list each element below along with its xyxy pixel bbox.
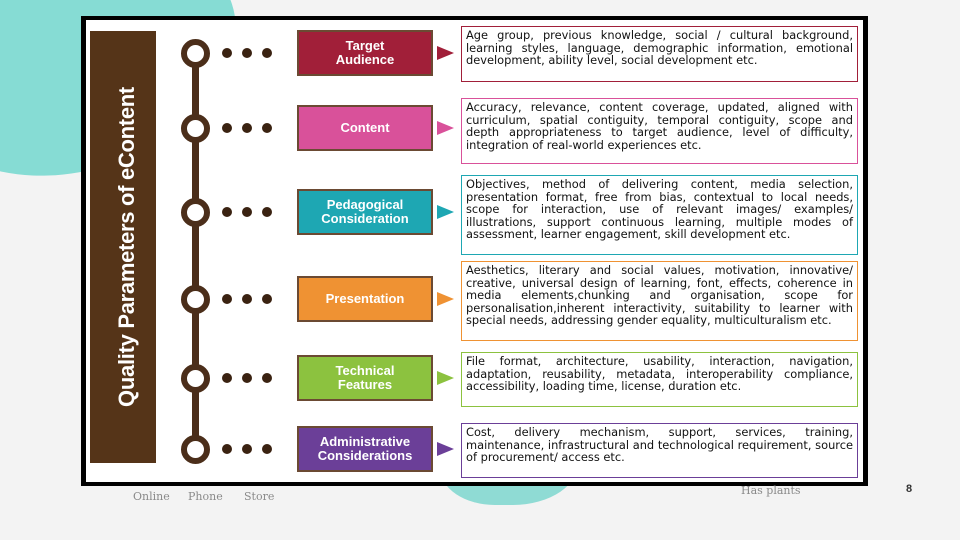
parameter-label: Pedagogical Consideration: [297, 189, 433, 235]
footer-plants: Has plants: [741, 484, 801, 497]
parameter-label: Administrative Considerations: [297, 426, 433, 472]
timeline-node: [181, 114, 210, 143]
connector-dot: [222, 48, 232, 58]
parameter-label: Content: [297, 105, 433, 151]
arrow-icon: [437, 442, 454, 456]
timeline-node: [181, 39, 210, 68]
connector-dot: [242, 373, 252, 383]
timeline-node: [181, 285, 210, 314]
parameter-description: Cost, delivery mechanism, support, services, training, maintenance, infrastructural and technological requirement, source of procurement/ access etc.: [461, 423, 858, 478]
connector-dot: [242, 123, 252, 133]
parameter-description: Objectives, method of delivering content, media selection, presentation format, free from bias, contextual to local needs, scope for interaction, use of relevant images/ examples/ illustrations, support continuous learning, multiple modes of assessment, learner engagement, skill development etc.: [461, 175, 858, 255]
arrow-icon: [437, 121, 454, 135]
parameter-label: Target Audience: [297, 30, 433, 76]
connector-dot: [242, 48, 252, 58]
connector-dot: [262, 444, 272, 454]
parameter-description: Accuracy, relevance, content coverage, updated, aligned with curriculum, spatial contiguity, temporal contiguity, scope and depth appropriateness to target audience, level of difficulty, integration of real-world experiences etc.: [461, 98, 858, 164]
title-band: [90, 31, 156, 463]
connector-dot: [262, 123, 272, 133]
connector-dot: [242, 444, 252, 454]
parameter-description: File format, architecture, usability, interaction, navigation, adaptation, reusability, metadata, interoperability compliance, accessibility, loading time, license, duration etc.: [461, 352, 858, 407]
connector-dot: [242, 294, 252, 304]
arrow-icon: [437, 46, 454, 60]
connector-dot: [222, 294, 232, 304]
connector-dot: [262, 373, 272, 383]
timeline-node: [181, 198, 210, 227]
parameter-description: Age group, previous knowledge, social / cultural background, learning styles, language, demographic information, emotional development, ability level, social development etc.: [461, 26, 858, 82]
connector-dot: [222, 207, 232, 217]
connector-dot: [222, 444, 232, 454]
timeline-node: [181, 364, 210, 393]
connector-dot: [262, 48, 272, 58]
page-number: 8: [906, 483, 913, 495]
parameter-label: Technical Features: [297, 355, 433, 401]
timeline-node: [181, 435, 210, 464]
footer-store: Store: [244, 490, 275, 503]
parameter-description: Aesthetics, literary and social values, motivation, innovative/ creative, universal design of learning, font, effects, coherence in media elements,chunking and organisation, scope for personalisation,inherent interactivity, suitability to learner with special needs, addressing gender equality, multiculturalism etc.: [461, 261, 858, 341]
footer-online: Online: [133, 490, 170, 503]
connector-dot: [222, 123, 232, 133]
diagram-canvas: [86, 20, 863, 482]
diagram-frame: [81, 16, 868, 486]
connector-dot: [222, 373, 232, 383]
arrow-icon: [437, 292, 454, 306]
arrow-icon: [437, 205, 454, 219]
connector-dot: [242, 207, 252, 217]
parameter-label: Presentation: [297, 276, 433, 322]
connector-dot: [262, 294, 272, 304]
footer-phone: Phone: [188, 490, 223, 503]
arrow-icon: [437, 371, 454, 385]
connector-dot: [262, 207, 272, 217]
diagram-title: Quality Parameters of eContent: [114, 87, 139, 407]
